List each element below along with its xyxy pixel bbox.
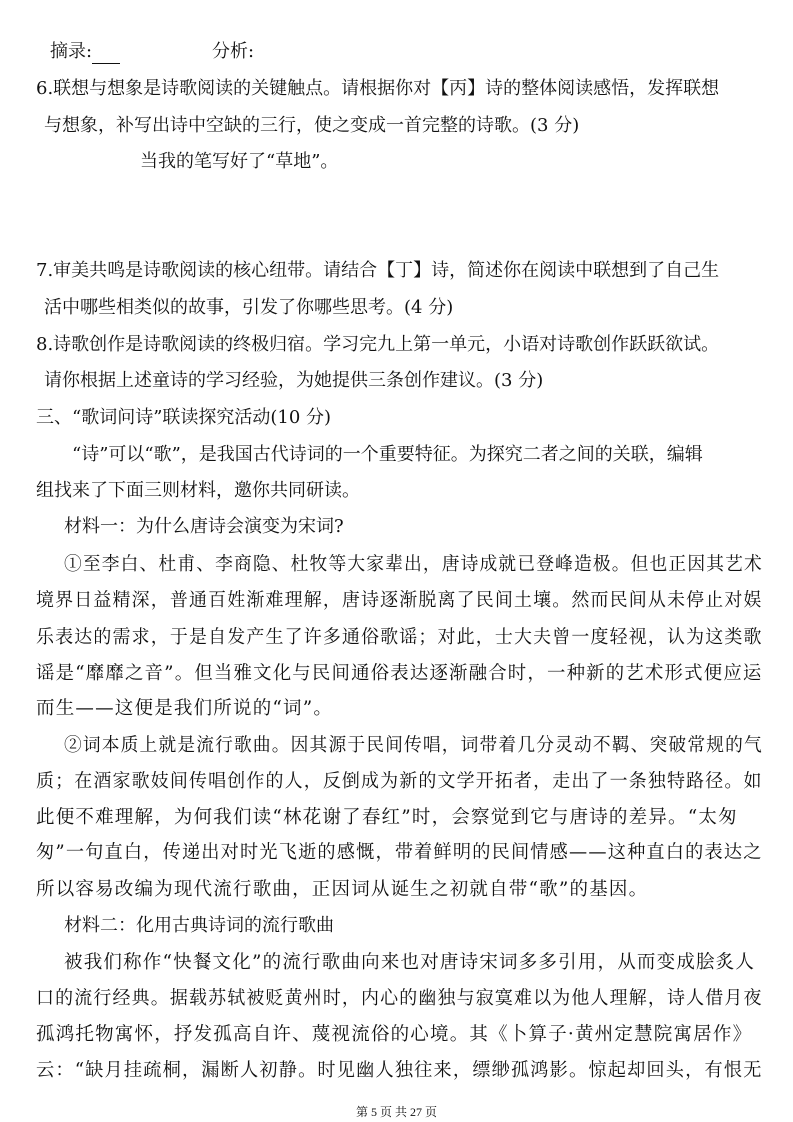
- material-1-line-9: 匆”一句直白，传递出对时光飞逝的感慨，带着鲜明的民间情感——这种直白的表达之: [36, 842, 763, 863]
- material-1-title: 材料一：为什么唐诗会演变为宋词?: [64, 516, 344, 537]
- excerpt-label-line: [50, 40, 120, 64]
- material-2-line-2: 口的流行经典。据载苏轼被贬黄州时，内心的幽独与寂寞难以为他人理解，诗人借月夜: [36, 988, 763, 1009]
- section-3-intro-line-2: 组找来了下面三则材料，邀你共同研读。: [36, 480, 360, 501]
- material-1-line-4: 谣是“靡靡之音”。但当雅文化与民间通俗表达逐渐融合时，一种新的艺术形式便应运: [36, 663, 763, 684]
- question-6-line-2: 与想象，补写出诗中空缺的三行，使之变成一首完整的诗歌。(3 分): [44, 115, 580, 136]
- question-7-line-1: 7.审美共鸣是诗歌阅读的核心纽带。请结合【丁】诗，简述你在阅读中联想到了自己生: [36, 260, 720, 281]
- section-3-intro-line-1: “诗”可以“歌”，是我国古代诗词的一个重要特征。为探究二者之间的关联，编辑: [72, 444, 703, 465]
- question-6-poem-line: 当我的笔写好了“草地”。: [140, 151, 339, 172]
- material-1-line-5: 而生——这便是我们所说的“词”。: [36, 698, 334, 719]
- material-1-line-7: 质；在酒家歌妓间传唱创作的人，反倒成为新的文学开拓者，走出了一条独特路径。如: [36, 771, 763, 792]
- excerpt-label: 摘录:: [50, 41, 93, 62]
- material-1-line-2: 境界日益精深，普通百姓渐难理解，唐诗逐渐脱离了民间土壤。然而民间从未停止对娱: [36, 590, 763, 611]
- excerpt-blank[interactable]: [92, 45, 120, 64]
- material-1-line-1: ①至李白、杜甫、李商隐、杜牧等大家辈出，唐诗成就已登峰造极。但也正因其艺术: [64, 554, 763, 575]
- material-1-line-10: 所以容易改编为现代流行歌曲，正因词从诞生之初就自带“歌”的基因。: [36, 879, 649, 900]
- question-8-line-1: 8.诗歌创作是诗歌阅读的终极归宿。学习完九上第一单元，小语对诗歌创作跃跃欲试。: [36, 334, 720, 355]
- question-8-line-2: 请你根据上述童诗的学习经验，为她提供三条创作建议。(3 分): [44, 370, 544, 391]
- material-2-title: 材料二：化用古典诗词的流行歌曲: [64, 915, 334, 936]
- page-footer: 第 5 页 共 27 页: [355, 1105, 437, 1119]
- analysis-label: 分析:: [212, 41, 255, 62]
- material-1-line-3: 乐表达的需求，于是自发产生了许多通俗歌谣；对此，士大夫曾一度轻视，认为这类歌: [36, 627, 763, 648]
- material-1-line-6: ②词本质上就是流行歌曲。因其源于民间传唱，词带着几分灵动不羁、突破常规的气: [64, 735, 763, 756]
- question-6-line-1: 6.联想与想象是诗歌阅读的关键触点。请根据你对【丙】诗的整体阅读感悟，发挥联想: [36, 78, 720, 99]
- material-1-line-8: 此便不难理解，为何我们读“林花谢了春红”时，会察觉到它与唐诗的差异。“太匆: [36, 807, 738, 828]
- material-2-line-4: 云：“缺月挂疏桐，漏断人初静。时见幽人独往来，缥缈孤鸿影。惊起却回头，有恨无: [36, 1060, 763, 1081]
- question-7-line-2: 活中哪些相类似的故事，引发了你哪些思考。(4 分): [44, 297, 454, 318]
- material-2-line-3: 孤鸿托物寓怀，抒发孤高自许、蔑视流俗的心境。其《卜算子·黄州定慧院寓居作》: [36, 1024, 753, 1045]
- section-3-title: 三、“歌词问诗”联读探究活动(10 分): [36, 407, 332, 428]
- material-2-line-1: 被我们称作“快餐文化”的流行歌曲向来也对唐诗宋词多多引用，从而变成脍炙人: [64, 952, 756, 973]
